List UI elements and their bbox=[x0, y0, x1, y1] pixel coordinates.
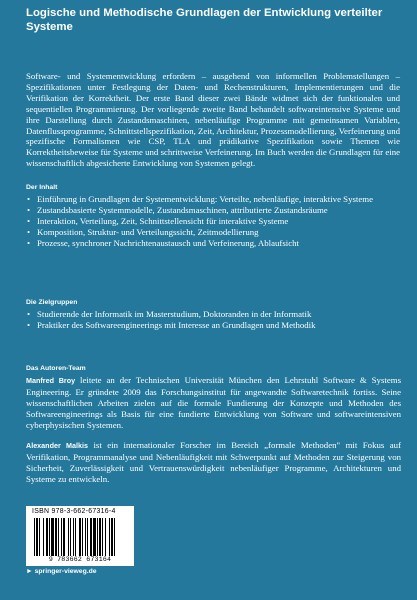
barcode-bar bbox=[58, 518, 59, 556]
inhalt-item: • Interaktion, Verteilung, Zeit, Schnittstellensicht für interaktive Systeme bbox=[26, 216, 402, 227]
barcode-bar bbox=[93, 518, 96, 556]
barcode-bar bbox=[99, 518, 101, 556]
barcode-bar bbox=[63, 518, 65, 556]
author-text-malkis: ist ein internationaler Forscher im Bereich „formale Methoden" mit Fokus auf Verifikation, Programmanalyse und Nebenläufigkeit mit Schwerpunkt auf Methoden zur Steigerung von Sicherheit, Zuverlässigkeit und Vertrauenswürdigkeit nebenläufiger Programme, Architekturen und Systeme zu entwickeln. bbox=[26, 440, 402, 484]
barcode-bar bbox=[75, 518, 76, 556]
barcode-bar bbox=[34, 518, 35, 556]
barcode-bar bbox=[82, 518, 83, 556]
inhalt-item: • Prozesse, synchroner Nachrichtenaustausch und Verfeinerung, Ablaufsicht bbox=[26, 238, 402, 249]
author-name-malkis: Alexander Malkis bbox=[26, 441, 89, 450]
barcode-bar bbox=[97, 518, 98, 556]
barcode-box bbox=[26, 506, 134, 566]
barcode-icon bbox=[34, 518, 126, 556]
barcode-bar bbox=[90, 518, 92, 556]
book-title: Logische und Methodische Grundlagen der Entwicklung verteilter Systeme bbox=[26, 7, 383, 33]
barcode-bar bbox=[102, 518, 103, 556]
barcode-bar bbox=[68, 518, 69, 556]
author-name-broy: Manfred Broy bbox=[26, 376, 76, 385]
author-text-broy: leitete an der Technischen Universität München den Lehrstuhl Software & Systems Engineering. Er gründete 2009 das Forschungsinstitut für angewandte Softwaretechnik fortiss. Seine wissenschaftlichen Arbeiten zielen auf die formale Fundierung der Konzepte und Methoden des Softwareengineerings als Basis für eine fundierte Entwicklung von Software und softwareintensiven cyberphysischen Systemen. bbox=[26, 375, 401, 430]
author-bio-broy bbox=[26, 375, 401, 431]
barcode-digits: 9 783662 673164 bbox=[48, 556, 112, 563]
barcode-bar bbox=[36, 518, 38, 556]
barcode-bar bbox=[70, 518, 71, 556]
barcode-bar bbox=[85, 518, 86, 556]
barcode-bar bbox=[87, 518, 88, 556]
inhalt-heading: Der Inhalt bbox=[26, 184, 58, 191]
book-description: Software- und Systementwicklung erfordern – ausgehend von informellen Problemstellungen – Spezifikationen unter Festlegung der Daten- und Rechenstrukturen, Implementierungen und die Verifikation der Korrektheit. Der erste Band dieser zwei Bände widmet sich der funktionalen und sequentiellen Programmierung. Der vorliegende zweite Band behandelt softwareintensive Systeme und ihre Darstellung durch Zustandsmaschinen, nebenläufige Programme mit gemeinsamen Variablen, Datenflussprogramme, Schnittstellspezifikation, Zeit, Architektur, Prozessmodellierung, Verfeinerung und spezifische Formalismen wie CSP, TLA und prädikative Spezifikation sowie Themen wie Korrektheitsbeweise für Systeme und schrittweise Verfeinerung. Im Buch werden die Grundlagen für eine wissenschaftlich abgesicherte Entwicklung von Systemen gelegt. bbox=[26, 71, 400, 169]
barcode-bar bbox=[55, 518, 57, 556]
inhalt-list bbox=[26, 194, 402, 249]
barcode-bar bbox=[39, 518, 40, 556]
zielgruppen-list bbox=[26, 309, 402, 331]
barcode-bar bbox=[109, 518, 110, 556]
zielgruppen-heading: Die Zielgruppen bbox=[26, 299, 78, 306]
barcode-bar bbox=[43, 518, 44, 556]
zielgruppen-item: • Studierende der Informatik im Masterstudium, Doktoranden in der Informatik bbox=[26, 309, 402, 320]
barcode-bar bbox=[49, 518, 50, 556]
barcode-bar bbox=[46, 518, 48, 556]
isbn-label: ISBN 978-3-662-67316-4 bbox=[32, 508, 116, 515]
website-link[interactable]: ► springer-vieweg.de bbox=[26, 568, 97, 575]
inhalt-item: • Komposition, Struktur- und Verteilungssicht, Zeitmodellierung bbox=[26, 227, 402, 238]
autoren-heading: Das Autoren-Team bbox=[26, 365, 86, 372]
inhalt-item: • Einführung in Grundlagen der Systementwicklung: Verteilte, nebenläufige, interaktive Systeme bbox=[26, 194, 402, 205]
zielgruppen-item: • Praktiker des Softwareengineerings mit Interesse an Grundlagen und Methodik bbox=[26, 320, 402, 331]
barcode-bar bbox=[105, 518, 106, 556]
barcode-bar bbox=[79, 518, 81, 556]
barcode-bar bbox=[114, 518, 115, 556]
barcode-bar bbox=[73, 518, 74, 556]
barcode-bar bbox=[61, 518, 62, 556]
barcode-bar bbox=[111, 518, 113, 556]
inhalt-item: • Zustandsbasierte Systemmodelle, Zustandsmaschinen, attributierte Zustandsräume bbox=[26, 205, 402, 216]
barcode-bar bbox=[51, 518, 54, 556]
author-bio-malkis bbox=[26, 440, 401, 485]
